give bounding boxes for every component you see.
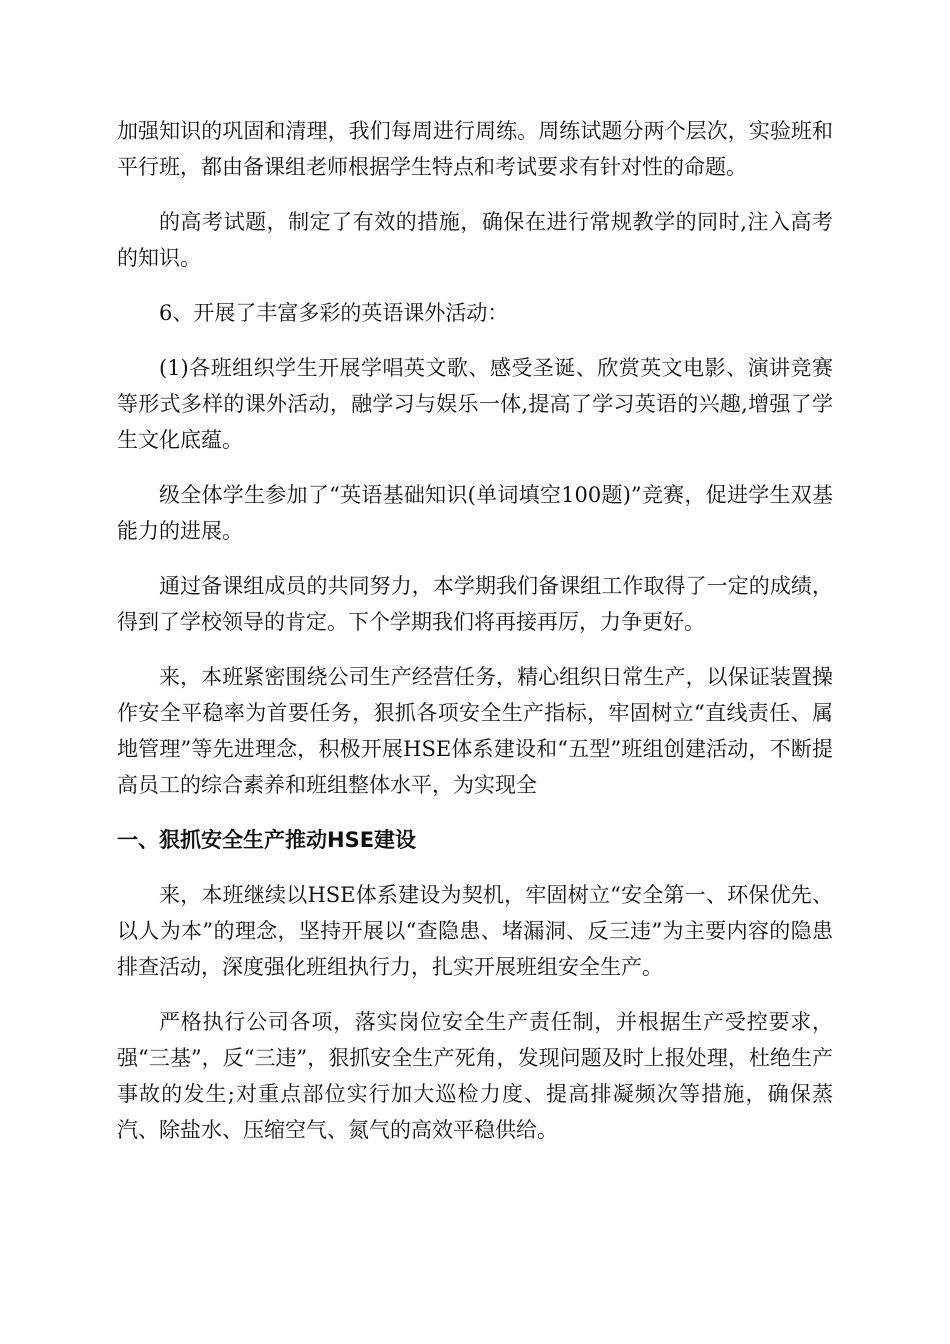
paragraph-team-overview: 来，本班紧密围绕公司生产经营任务，精心组织日常生产，以保证装置操作安全平稳率为首要任务，狠抓各项安全生产指标，牢固树立“直线责任、属地管理”等先进理念，积极开展HSE体系建设和“五型”班组创建活动，不断提高员工的综合素养和班组整体水平，为实现全	[117, 665, 833, 797]
paragraph-safety-execution: 严格执行公司各项，落实岗位安全生产责任制，并根据生产受控要求，强“三基”，反“三违”，狠抓安全生产死角，发现问题及时上报处理，杜绝生产事故的发生;对重点部位实行加大巡检力度、提高排凝频次等措施，确保蒸汽、除盐水、压缩空气、氮气的高效平稳供给。	[117, 1010, 833, 1142]
paragraph-exam-measures: 的高考试题，制定了有效的措施，确保在进行常规教学的同时,注入高考的知识。	[117, 210, 833, 270]
paragraph-competition: 级全体学生参加了“英语基础知识(单词填空100题)”竞赛，促进学生双基能力的进展。	[117, 483, 833, 543]
paragraph-hse-system: 来，本班继续以HSE体系建设为契机，牢固树立“安全第一、环保优先、以人为本”的理念，坚持开展以“查隐患、堵漏洞、反三违”为主要内容的隐患排查活动，深度强化班组执行力，扎实开展班组安全生产。	[117, 883, 833, 979]
paragraph-class-activities: (1)各班组织学生开展学唱英文歌、感受圣诞、欣赏英文电影、演讲竞赛等形式多样的课外活动，融学习与娱乐一体,提高了学习英语的兴趣,增强了学生文化底蕴。	[117, 356, 833, 452]
paragraph-weekly-practice: 加强知识的巩固和清理，我们每周进行周练。周练试题分两个层次，实验班和平行班，都由备课组老师根据学生特点和考试要求有针对性的命题。	[117, 119, 833, 179]
paragraph-achievements: 通过备课组成员的共同努力，本学期我们备课组工作取得了一定的成绩，得到了学校领导的肯定。下个学期我们将再接再厉，力争更好。	[117, 574, 833, 634]
document-body	[117, 113, 833, 1167]
section-heading-hse: 一、狠抓安全生产推动HSE建设	[117, 828, 417, 852]
paragraph-activities-intro: 6、开展了丰富多彩的英语课外活动：	[159, 301, 509, 325]
